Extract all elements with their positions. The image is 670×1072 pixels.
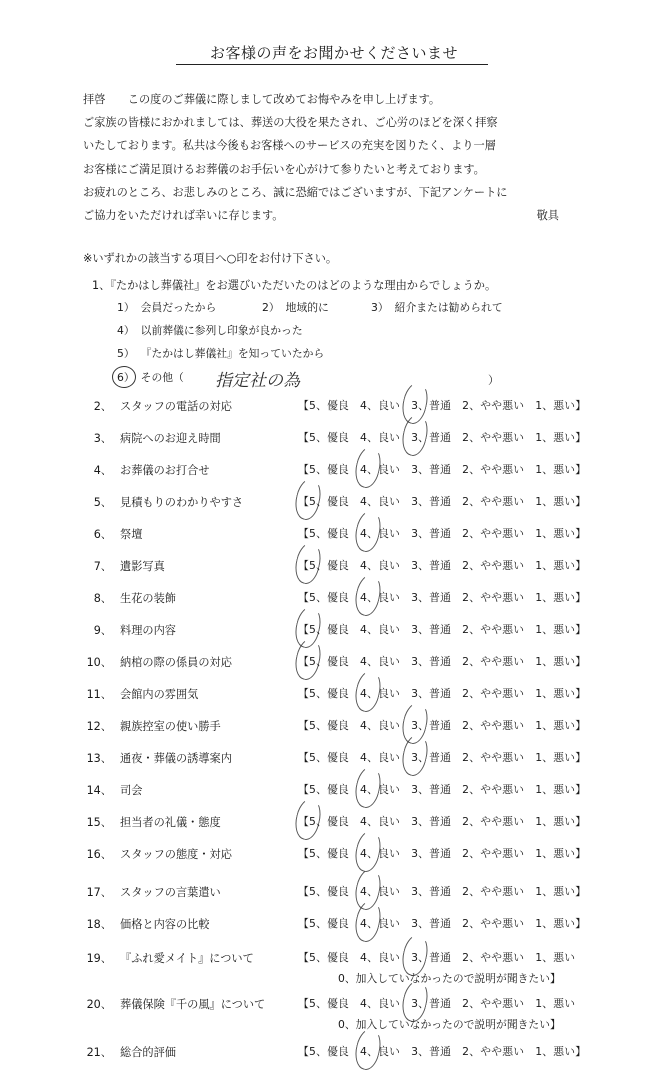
intro-line: ご家族の皆様におかれましては、葬送の大役を果たされ、ご心労のほどを深く拝察 <box>83 116 498 130</box>
rating-row-number: 12、 <box>86 720 112 733</box>
q1-option-label: 地域的に <box>285 301 329 314</box>
rating-row-number: 5、 <box>93 496 112 509</box>
rating-row <box>0 996 670 1031</box>
intro-line: お疲れのところ、お悲しみのところ、誠に恐縮ではございますが、下記アンケートに <box>83 185 508 199</box>
q1-option-num: 3） <box>371 301 389 314</box>
rating-row-label: 担当者の礼儀・態度 <box>120 816 221 829</box>
rating-row <box>0 494 670 516</box>
rating-row <box>0 1044 670 1066</box>
question-1-text: 『たかはし葬儀社』をお選びいただいたのはどのような理由からでしょうか。 <box>110 279 497 292</box>
rating-scale-option-0[interactable]: 0、加入していなかったので説明が聞きたい】 <box>338 972 561 985</box>
q1-option-num: 6） <box>117 371 135 384</box>
rating-row-number: 20、 <box>86 998 112 1011</box>
intro-line: お客様にご満足頂けるお葬儀のお手伝いを心がけて参りたいと考えております。 <box>83 162 485 176</box>
rating-row-number: 13、 <box>86 752 112 765</box>
rating-row <box>0 916 670 938</box>
rating-scale[interactable]: 【5、優良 4、良い 3、普通 2、やや悪い 1、悪い】 <box>298 917 587 930</box>
rating-scale[interactable]: 【5、優良 4、良い 3、普通 2、やや悪い 1、悪い】 <box>298 719 587 732</box>
q1-option-label: 紹介または勧められて <box>394 301 503 314</box>
rating-row <box>0 526 670 548</box>
rating-scale[interactable]: 【5、優良 4、良い 3、普通 2、やや悪い 1、悪い】 <box>298 399 587 412</box>
rating-row-number: 18、 <box>86 918 112 931</box>
rating-scale[interactable]: 【5、優良 4、良い 3、普通 2、やや悪い 1、悪い <box>298 951 576 964</box>
rating-row <box>0 430 670 452</box>
rating-row <box>0 814 670 836</box>
rating-scale[interactable]: 【5、優良 4、良い 3、普通 2、やや悪い 1、悪い <box>298 997 576 1010</box>
rating-row-number: 8、 <box>93 592 112 605</box>
rating-row-label: 『ふれ愛メイト』について <box>120 952 254 965</box>
rating-row <box>0 782 670 804</box>
rating-row-number: 11、 <box>86 688 112 701</box>
q1-option-num: 2） <box>262 301 280 314</box>
rating-scale[interactable]: 【5、優良 4、良い 3、普通 2、やや悪い 1、悪い】 <box>298 1045 587 1058</box>
rating-row-number: 2、 <box>93 400 112 413</box>
rating-row <box>0 398 670 420</box>
rating-row-number: 9、 <box>93 624 112 637</box>
rating-scale[interactable]: 【5、優良 4、良い 3、普通 2、やや悪い 1、悪い】 <box>298 847 587 860</box>
rating-row-label: 納棺の際の係員の対応 <box>120 656 232 669</box>
rating-row <box>0 718 670 740</box>
rating-row-label: 祭壇 <box>120 528 143 541</box>
rating-row-number: 3、 <box>93 432 112 445</box>
page-title: お客様の声をお聞かせくださいませ <box>209 44 458 62</box>
rating-row <box>0 622 670 644</box>
rating-row-number: 17、 <box>86 886 112 899</box>
intro-line: いたしております。私共は今後もお客様へのサービスの充実を図りたく、より一層 <box>83 139 496 153</box>
rating-scale[interactable]: 【5、優良 4、良い 3、普通 2、やや悪い 1、悪い】 <box>298 655 587 668</box>
rating-row-label: 通夜・葬儀の誘導案内 <box>120 752 232 765</box>
rating-row-label: 生花の装飾 <box>120 592 176 605</box>
q1-option-label: 以前葬儀に参列し印象が良かった <box>140 324 303 337</box>
question-1-number: 1、 <box>92 279 111 292</box>
rating-row-number: 16、 <box>86 848 112 861</box>
rating-row-label: 親族控室の使い勝手 <box>120 720 221 733</box>
q1-option-label: 会員だったから <box>140 301 217 314</box>
rating-scale[interactable]: 【5、優良 4、良い 3、普通 2、やや悪い 1、悪い】 <box>298 495 587 508</box>
rating-row-label: 価格と内容の比較 <box>120 918 210 931</box>
rating-scale[interactable]: 【5、優良 4、良い 3、普通 2、やや悪い 1、悪い】 <box>298 751 587 764</box>
rating-row <box>0 686 670 708</box>
handwritten-check-mark <box>351 1026 384 1072</box>
rating-row-number: 14、 <box>86 784 112 797</box>
rating-row-label: 司会 <box>120 784 143 797</box>
rating-scale-option-0[interactable]: 0、加入していなかったので説明が聞きたい】 <box>338 1018 561 1031</box>
rating-row-label: スタッフの言葉遣い <box>120 886 221 899</box>
rating-row <box>0 654 670 676</box>
rating-scale[interactable]: 【5、優良 4、良い 3、普通 2、やや悪い 1、悪い】 <box>298 783 587 796</box>
rating-row <box>0 846 670 868</box>
rating-row-number: 15、 <box>86 816 112 829</box>
closing-keigu: 敬具 <box>536 208 559 222</box>
rating-row-label: 遺影写真 <box>120 560 165 573</box>
rating-row-label: 総合的評価 <box>120 1046 176 1059</box>
q1-option-label: その他（ <box>140 371 184 384</box>
rating-scale[interactable]: 【5、優良 4、良い 3、普通 2、やや悪い 1、悪い】 <box>298 527 587 540</box>
q1-option-num: 1） <box>117 301 135 314</box>
rating-row-label: 見積もりのわかりやすさ <box>120 496 244 509</box>
rating-row-label: お葬儀のお打合せ <box>120 464 210 477</box>
rating-row-number: 19、 <box>86 952 112 965</box>
instruction: ※いずれかの該当する項目へ○印をお付け下さい。 <box>83 252 338 265</box>
rating-row-number: 21、 <box>86 1046 112 1059</box>
rating-row <box>0 750 670 772</box>
rating-row <box>0 462 670 484</box>
rating-row-number: 7、 <box>93 560 112 573</box>
rating-scale[interactable]: 【5、優良 4、良い 3、普通 2、やや悪い 1、悪い】 <box>298 623 587 636</box>
q1-option-num: 4） <box>117 324 135 337</box>
rating-row-label: 病院へのお迎え時間 <box>120 432 221 445</box>
rating-row-label: スタッフの電話の対応 <box>120 400 232 413</box>
intro-line-text: ご協力をいただければ幸いに存じます。 <box>83 208 284 222</box>
q1-option-num: 5） <box>117 347 135 360</box>
rating-row-label: 料理の内容 <box>120 624 176 637</box>
q1-other-close: ） <box>488 374 500 387</box>
rating-row <box>0 558 670 580</box>
rating-scale[interactable]: 【5、優良 4、良い 3、普通 2、やや悪い 1、悪い】 <box>298 559 587 572</box>
rating-row <box>0 884 670 906</box>
q1-option-label: 『たかはし葬儀社』を知っていたから <box>140 347 325 360</box>
intro-line: 拝啓 この度のご葬儀に際しまして改めてお悔やみを申し上げます。 <box>83 93 441 106</box>
rating-scale[interactable]: 【5、優良 4、良い 3、普通 2、やや悪い 1、悪い】 <box>298 463 587 476</box>
rating-row-label: スタッフの態度・対応 <box>120 848 232 861</box>
rating-scale[interactable]: 【5、優良 4、良い 3、普通 2、やや悪い 1、悪い】 <box>298 885 587 898</box>
rating-row-number: 6、 <box>93 528 112 541</box>
rating-row-number: 4、 <box>93 464 112 477</box>
rating-scale[interactable]: 【5、優良 4、良い 3、普通 2、やや悪い 1、悪い】 <box>298 815 587 828</box>
rating-row-label: 葬儀保険『千の風』について <box>120 998 266 1011</box>
rating-scale[interactable]: 【5、優良 4、良い 3、普通 2、やや悪い 1、悪い】 <box>298 591 587 604</box>
rating-row <box>0 950 670 985</box>
rating-scale[interactable]: 【5、優良 4、良い 3、普通 2、やや悪い 1、悪い】 <box>298 687 587 700</box>
rating-scale[interactable]: 【5、優良 4、良い 3、普通 2、やや悪い 1、悪い】 <box>298 431 587 444</box>
handwritten-answer-text: 指定社の為 <box>215 371 300 391</box>
rating-row-number: 10、 <box>86 656 112 669</box>
rating-row <box>0 590 670 612</box>
rating-row-label: 会館内の雰囲気 <box>120 688 199 701</box>
